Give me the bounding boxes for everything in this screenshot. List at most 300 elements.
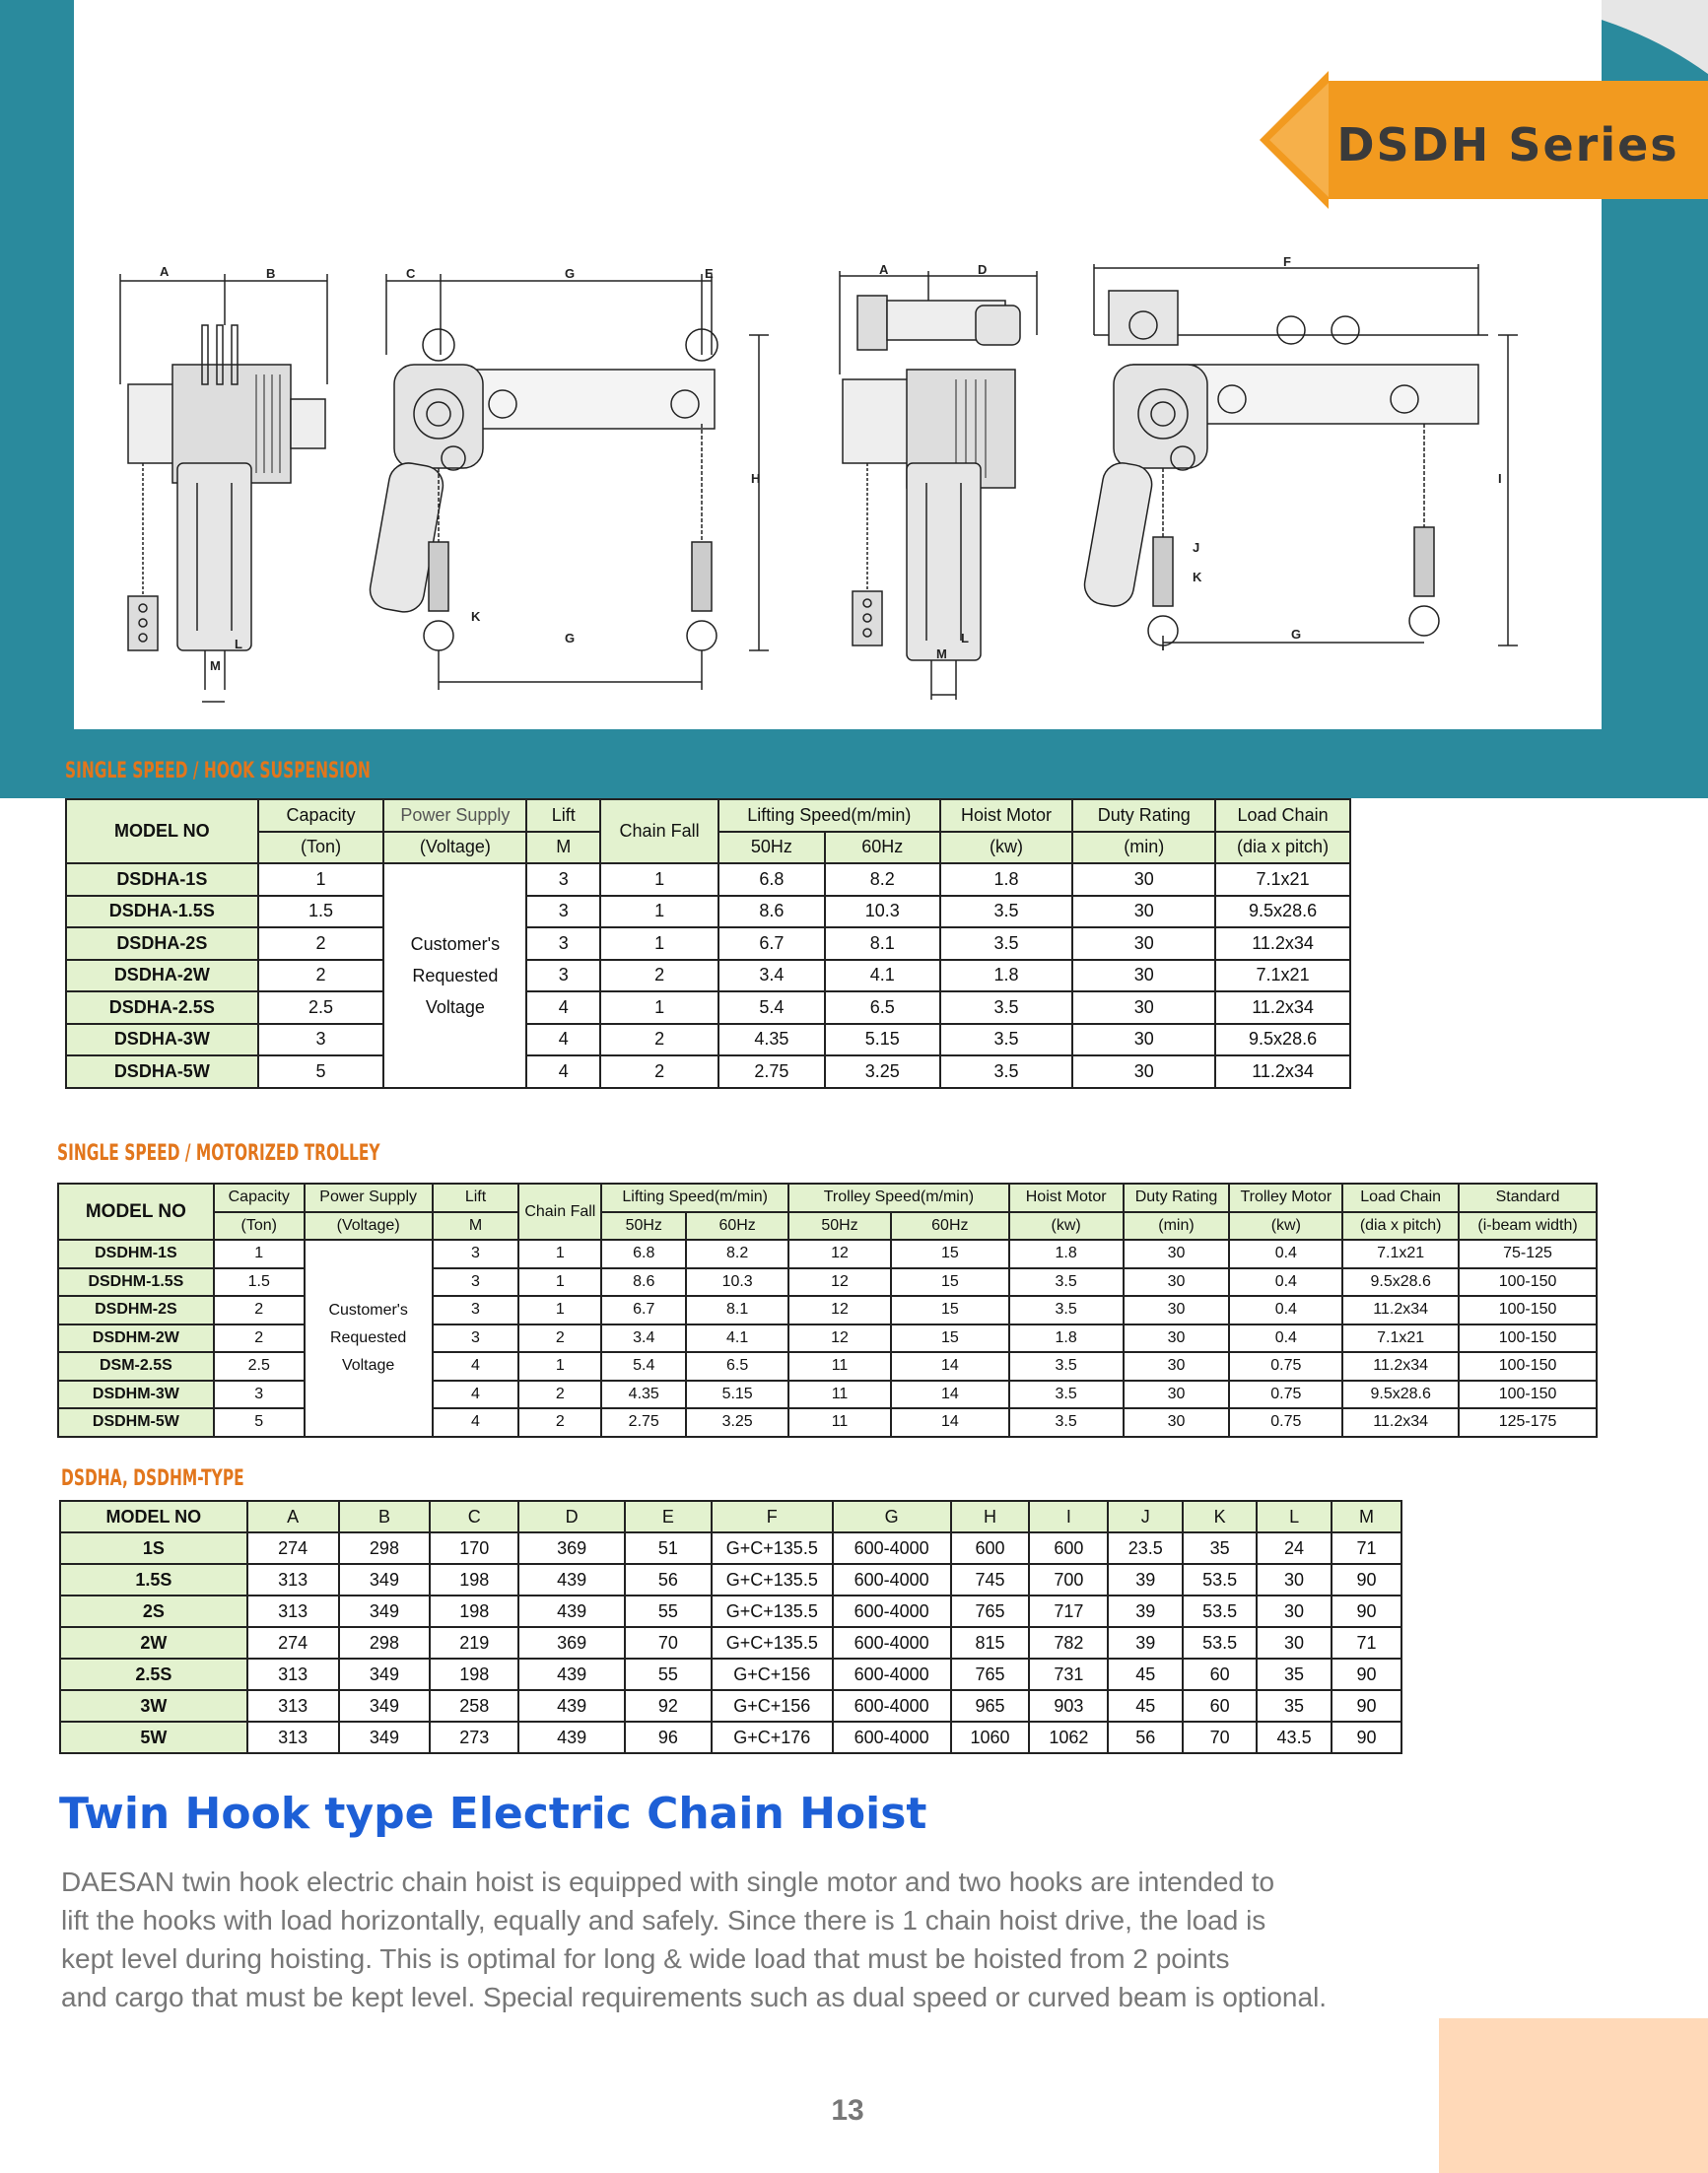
dim-label-k2: K <box>1193 570 1202 584</box>
table-cell: 0.4 <box>1229 1324 1342 1353</box>
table-cell: 439 <box>518 1722 625 1753</box>
table-cell: 3 <box>526 896 600 928</box>
model-cell: DSDHA-1S <box>66 863 258 896</box>
table-cell: 8.1 <box>686 1296 788 1324</box>
table-cell: 100-150 <box>1459 1268 1597 1297</box>
table-cell: 717 <box>1029 1596 1108 1627</box>
table-cell: 274 <box>247 1627 339 1659</box>
header-trolley-50hz: 50Hz <box>788 1212 891 1241</box>
power-supply-line: Customer's <box>410 933 501 954</box>
table-cell: 7.1x21 <box>1342 1324 1459 1353</box>
model-cell: DSDHM-3W <box>58 1381 214 1409</box>
dim-label-l1: L <box>235 637 242 651</box>
header-power-unit: (Voltage) <box>305 1212 433 1241</box>
table-cell: 3 <box>433 1296 519 1324</box>
header-hoist-motor: Hoist Motor <box>940 799 1073 832</box>
table-cell: 60 <box>1183 1659 1257 1690</box>
table-cell: 6.5 <box>825 991 940 1024</box>
table-cell: 100-150 <box>1459 1296 1597 1324</box>
table-cell: 2 <box>258 960 384 992</box>
dim-label-a2: A <box>879 262 889 277</box>
model-cell: DSDHM-2S <box>58 1296 214 1324</box>
table-cell: 313 <box>247 1659 339 1690</box>
table-cell: 2.75 <box>718 1055 825 1088</box>
header-trolley-motor-unit: (kw) <box>1229 1212 1342 1241</box>
table-cell: 3 <box>214 1381 305 1409</box>
table-row <box>58 1352 1597 1381</box>
model-cell: DSDHM-1S <box>58 1240 214 1268</box>
table-cell: 7.1x21 <box>1215 863 1350 896</box>
table-cell: 1.5 <box>214 1268 305 1297</box>
table-row <box>58 1408 1597 1437</box>
table-cell: 2.5 <box>214 1352 305 1381</box>
table-row <box>60 1532 1401 1564</box>
header-load-chain: Load Chain <box>1342 1184 1459 1212</box>
header-cell: F <box>712 1501 833 1532</box>
table-cell: 30 <box>1072 1055 1215 1088</box>
table-cell: 4 <box>433 1408 519 1437</box>
table-cell: G+C+156 <box>712 1690 833 1722</box>
table-cell: 1 <box>518 1296 601 1324</box>
table-row <box>66 896 1350 928</box>
table-cell: 6.7 <box>601 1296 686 1324</box>
header-capacity-unit: (Ton) <box>258 832 384 864</box>
dim-label-a1: A <box>160 264 170 279</box>
header-trolley-speed: Trolley Speed(m/min) <box>788 1184 1009 1212</box>
table-dimensions <box>59 1500 1402 1754</box>
power-supply-line: Voltage <box>341 1356 395 1374</box>
header-cell: MODEL NO <box>60 1501 247 1532</box>
table-cell: 700 <box>1029 1564 1108 1596</box>
header-load-chain-unit: (dia x pitch) <box>1215 832 1350 864</box>
table-cell: 1.5 <box>258 896 384 928</box>
table-cell: 9.5x28.6 <box>1215 896 1350 928</box>
table-row <box>58 1296 1597 1324</box>
header-power: Power Supply <box>383 799 526 832</box>
table-cell: 3 <box>526 960 600 992</box>
table-cell: 4 <box>433 1381 519 1409</box>
table-cell: 3 <box>433 1268 519 1297</box>
table-dimensions-header <box>60 1501 1401 1532</box>
table-cell: 349 <box>339 1596 431 1627</box>
table-cell: 70 <box>1183 1722 1257 1753</box>
table-cell: 0.4 <box>1229 1268 1342 1297</box>
table-cell: 11 <box>788 1352 891 1381</box>
table-cell: 313 <box>247 1722 339 1753</box>
table-cell: 30 <box>1257 1564 1332 1596</box>
table-cell: 4.35 <box>601 1381 686 1409</box>
power-supply-line: Requested <box>412 965 499 985</box>
table-row <box>60 1596 1401 1627</box>
table-cell: 3.4 <box>718 960 825 992</box>
table-cell: 600-4000 <box>833 1532 951 1564</box>
table-cell: 2 <box>214 1324 305 1353</box>
table-cell: 198 <box>430 1659 518 1690</box>
table-cell: 600-4000 <box>833 1659 951 1690</box>
table-cell: 14 <box>891 1381 1009 1409</box>
page-number: 13 <box>831 2094 864 2127</box>
table-cell: 0.75 <box>1229 1408 1342 1437</box>
header-cell: C <box>430 1501 518 1532</box>
table-cell: 600-4000 <box>833 1627 951 1659</box>
model-cell: DSDHM-2W <box>58 1324 214 1353</box>
table-cell: 600-4000 <box>833 1722 951 1753</box>
table-cell: 100-150 <box>1459 1352 1597 1381</box>
model-cell: DSDHA-3W <box>66 1024 258 1056</box>
header-capacity: Capacity <box>258 799 384 832</box>
table-cell: G+C+135.5 <box>712 1627 833 1659</box>
table-cell: 2 <box>518 1324 601 1353</box>
table-cell: 3.4 <box>601 1324 686 1353</box>
model-cell: 3W <box>60 1690 247 1722</box>
table-cell: 600-4000 <box>833 1596 951 1627</box>
table-row <box>60 1690 1401 1722</box>
power-supply-line: Customer's <box>328 1301 408 1319</box>
drawing-front-view-trolley <box>840 271 1037 700</box>
table-cell: 0.4 <box>1229 1240 1342 1268</box>
header-hoist-motor-unit: (kw) <box>940 832 1073 864</box>
table-cell: 1060 <box>951 1722 1030 1753</box>
table-hook-suspension <box>65 798 1351 1089</box>
table-cell: 3 <box>433 1324 519 1353</box>
table-cell: 10.3 <box>686 1268 788 1297</box>
table-cell: 30 <box>1124 1240 1230 1268</box>
table-dimensions-body <box>60 1532 1401 1753</box>
table-cell: 10.3 <box>825 896 940 928</box>
table-cell: 3 <box>526 927 600 960</box>
table-cell: 43.5 <box>1257 1722 1332 1753</box>
table-cell: 12 <box>788 1324 891 1353</box>
table-cell: 39 <box>1108 1564 1183 1596</box>
table-cell: 11 <box>788 1408 891 1437</box>
dim-label-l2: L <box>961 631 969 645</box>
table-cell: 298 <box>339 1627 431 1659</box>
table-cell: 30 <box>1124 1352 1230 1381</box>
model-cell: DSDHA-2W <box>66 960 258 992</box>
article-line: and cargo that must be kept level. Special requirements such as dual speed or curved beam is optional. <box>61 1982 1328 2012</box>
table-cell: 731 <box>1029 1659 1108 1690</box>
header-cell: G <box>833 1501 951 1532</box>
table-cell: 439 <box>518 1564 625 1596</box>
header-hoist-motor: Hoist Motor <box>1009 1184 1124 1212</box>
header-cell: E <box>625 1501 712 1532</box>
table-row <box>60 1722 1401 1753</box>
table-cell: 1 <box>518 1268 601 1297</box>
table-cell: 2 <box>258 927 384 960</box>
table-cell: 55 <box>625 1596 712 1627</box>
header-trolley-60hz: 60Hz <box>891 1212 1009 1241</box>
table-cell: 12 <box>788 1268 891 1297</box>
table-cell: 349 <box>339 1564 431 1596</box>
table-cell: 56 <box>625 1564 712 1596</box>
table-cell: 349 <box>339 1659 431 1690</box>
table-cell: 5 <box>258 1055 384 1088</box>
table-cell: 30 <box>1124 1324 1230 1353</box>
header-power: Power Supply <box>305 1184 433 1212</box>
table-hook-suspension-body <box>66 863 1350 1088</box>
table-cell: 765 <box>951 1596 1030 1627</box>
table-cell: 2.5 <box>258 991 384 1024</box>
table-cell: 439 <box>518 1690 625 1722</box>
hoist-dimension-drawings <box>108 254 1537 673</box>
table-cell: 3.5 <box>1009 1296 1124 1324</box>
header-cell: A <box>247 1501 339 1532</box>
table-cell: 369 <box>518 1627 625 1659</box>
table-motorized-trolley-body <box>58 1240 1597 1437</box>
table-cell: 815 <box>951 1627 1030 1659</box>
table-cell: 258 <box>430 1690 518 1722</box>
table-cell: 1 <box>518 1240 601 1268</box>
header-trolley-motor: Trolley Motor <box>1229 1184 1342 1212</box>
table-cell: 3.5 <box>940 1055 1073 1088</box>
dim-label-e: E <box>705 266 714 281</box>
table-cell: 30 <box>1072 1024 1215 1056</box>
table-cell: 6.7 <box>718 927 825 960</box>
model-cell: 2.5S <box>60 1659 247 1690</box>
model-cell: 2S <box>60 1596 247 1627</box>
table-cell: 11.2x34 <box>1342 1408 1459 1437</box>
dim-label-h: H <box>751 471 761 486</box>
dim-label-g2: G <box>565 631 576 645</box>
table-cell: 349 <box>339 1722 431 1753</box>
model-cell: DSDHA-5W <box>66 1055 258 1088</box>
table-cell: 1 <box>600 896 718 928</box>
table-cell: G+C+176 <box>712 1722 833 1753</box>
header-lift-unit: M <box>526 832 600 864</box>
table-cell: 45 <box>1108 1690 1183 1722</box>
table-cell: 53.5 <box>1183 1627 1257 1659</box>
table-cell: 6.8 <box>718 863 825 896</box>
table-cell: 8.1 <box>825 927 940 960</box>
table-cell: 4.1 <box>686 1324 788 1353</box>
table-cell: 12 <box>788 1296 891 1324</box>
header-cell: D <box>518 1501 625 1532</box>
section-title-motorized-trolley: SINGLE SPEED / MOTORIZED TROLLEY <box>57 1141 380 1166</box>
table-cell: 313 <box>247 1596 339 1627</box>
table-cell: 5.4 <box>601 1352 686 1381</box>
table-cell: 30 <box>1124 1296 1230 1324</box>
table-cell: 198 <box>430 1564 518 1596</box>
table-cell: 1062 <box>1029 1722 1108 1753</box>
table-cell: 30 <box>1072 991 1215 1024</box>
table-cell: 23.5 <box>1108 1532 1183 1564</box>
dim-label-f: F <box>1283 254 1291 269</box>
table-cell: 30 <box>1257 1596 1332 1627</box>
table-cell: 8.2 <box>825 863 940 896</box>
table-cell: 2 <box>518 1381 601 1409</box>
model-cell: DSDHA-2.5S <box>66 991 258 1024</box>
table-cell: 39 <box>1108 1596 1183 1627</box>
header-lifting-speed: Lifting Speed(m/min) <box>718 799 940 832</box>
table-cell: 11.2x34 <box>1215 1055 1350 1088</box>
table-row <box>60 1659 1401 1690</box>
table-motorized-trolley <box>57 1183 1598 1438</box>
table-cell: 1.8 <box>940 960 1073 992</box>
table-cell: G+C+135.5 <box>712 1564 833 1596</box>
table-cell: 100-150 <box>1459 1324 1597 1353</box>
table-cell: 8.2 <box>686 1240 788 1268</box>
table-cell: 4 <box>526 991 600 1024</box>
table-cell: 3.25 <box>825 1055 940 1088</box>
table-cell: 1 <box>600 863 718 896</box>
model-cell: 5W <box>60 1722 247 1753</box>
table-cell: 14 <box>891 1352 1009 1381</box>
table-cell: 24 <box>1257 1532 1332 1564</box>
table-cell: 4 <box>433 1352 519 1381</box>
table-cell: 6.8 <box>601 1240 686 1268</box>
table-cell: 3.25 <box>686 1408 788 1437</box>
model-cell: DSM-2.5S <box>58 1352 214 1381</box>
header-hoist-motor-unit: (kw) <box>1009 1212 1124 1241</box>
table-cell: 9.5x28.6 <box>1342 1381 1459 1409</box>
header-capacity-unit: (Ton) <box>214 1212 305 1241</box>
header-lifting-speed: Lifting Speed(m/min) <box>601 1184 788 1212</box>
table-row <box>58 1240 1597 1268</box>
model-cell: DSDHA-2S <box>66 927 258 960</box>
table-cell: 765 <box>951 1659 1030 1690</box>
table-row <box>60 1627 1401 1659</box>
header-model: MODEL NO <box>58 1184 214 1240</box>
table-cell: 39 <box>1108 1627 1183 1659</box>
header-load-chain-unit: (dia x pitch) <box>1342 1212 1459 1241</box>
table-cell: 15 <box>891 1324 1009 1353</box>
table-cell: 369 <box>518 1532 625 1564</box>
table-row <box>60 1564 1401 1596</box>
table-cell: 1 <box>214 1240 305 1268</box>
table-cell: G+C+135.5 <box>712 1596 833 1627</box>
header-cell: H <box>951 1501 1030 1532</box>
header-cell: J <box>1108 1501 1183 1532</box>
model-cell: 2W <box>60 1627 247 1659</box>
dim-label-d: D <box>978 262 988 277</box>
table-cell: 90 <box>1332 1659 1401 1690</box>
table-cell: 15 <box>891 1240 1009 1268</box>
table-cell: 100-150 <box>1459 1381 1597 1409</box>
power-supply-cell <box>383 863 526 1088</box>
table-cell: 75-125 <box>1459 1240 1597 1268</box>
dim-label-g1: G <box>565 266 576 281</box>
table-row <box>58 1268 1597 1297</box>
header-cell: K <box>1183 1501 1257 1532</box>
table-cell: 45 <box>1108 1659 1183 1690</box>
header-60hz: 60Hz <box>825 832 940 864</box>
table-cell: 92 <box>625 1690 712 1722</box>
table-cell: 0.75 <box>1229 1352 1342 1381</box>
table-cell: 219 <box>430 1627 518 1659</box>
table-cell: 11.2x34 <box>1215 927 1350 960</box>
table-cell: 3.5 <box>940 927 1073 960</box>
table-cell: 600 <box>951 1532 1030 1564</box>
model-cell: 1S <box>60 1532 247 1564</box>
model-cell: DSDHM-5W <box>58 1408 214 1437</box>
table-cell: 0.4 <box>1229 1296 1342 1324</box>
table-cell: 30 <box>1124 1381 1230 1409</box>
table-cell: 30 <box>1072 960 1215 992</box>
header-model: MODEL NO <box>66 799 258 863</box>
table-row <box>66 1055 1350 1088</box>
dim-label-m1: M <box>210 658 221 673</box>
table-cell: 1 <box>258 863 384 896</box>
table-row <box>66 927 1350 960</box>
model-cell: 1.5S <box>60 1564 247 1596</box>
table-cell: 11 <box>788 1381 891 1409</box>
header-duty: Duty Rating <box>1124 1184 1230 1212</box>
header-50hz: 50Hz <box>718 832 825 864</box>
table-cell: 35 <box>1183 1532 1257 1564</box>
table-cell: 313 <box>247 1564 339 1596</box>
table-cell: 2 <box>214 1296 305 1324</box>
drawing-side-view-hook <box>367 274 769 690</box>
header-cell: L <box>1257 1501 1332 1532</box>
table-cell: 600-4000 <box>833 1564 951 1596</box>
header-cell: M <box>1332 1501 1401 1532</box>
table-cell: 11.2x34 <box>1342 1352 1459 1381</box>
table-cell: 745 <box>951 1564 1030 1596</box>
header-lifting-50hz: 50Hz <box>601 1212 686 1241</box>
table-cell: 30 <box>1124 1268 1230 1297</box>
article-line: DAESAN twin hook electric chain hoist is equipped with single motor and two hooks are intended to <box>61 1867 1275 1897</box>
table-cell: 90 <box>1332 1596 1401 1627</box>
table-cell: 3.5 <box>1009 1352 1124 1381</box>
header-chain-fall: Chain Fall <box>600 799 718 863</box>
table-cell: 439 <box>518 1596 625 1627</box>
table-row <box>66 991 1350 1024</box>
table-cell: 7.1x21 <box>1215 960 1350 992</box>
series-title: DSDH Series <box>1336 118 1679 171</box>
table-cell: G+C+135.5 <box>712 1532 833 1564</box>
table-cell: 15 <box>891 1296 1009 1324</box>
header-capacity: Capacity <box>214 1184 305 1212</box>
table-cell: 600 <box>1029 1532 1108 1564</box>
table-cell: 1.8 <box>1009 1240 1124 1268</box>
table-cell: 7.1x21 <box>1342 1240 1459 1268</box>
table-cell: 35 <box>1257 1659 1332 1690</box>
table-cell: 60 <box>1183 1690 1257 1722</box>
table-cell: 71 <box>1332 1627 1401 1659</box>
article-line: kept level during hoisting. This is optimal for long & wide load that must be hoisted from 2 points <box>61 1943 1230 1974</box>
table-cell: 70 <box>625 1627 712 1659</box>
table-cell: 90 <box>1332 1722 1401 1753</box>
drawing-front-view-hook <box>120 274 327 702</box>
table-cell: 11.2x34 <box>1215 991 1350 1024</box>
table-cell: 35 <box>1257 1690 1332 1722</box>
header-lift: Lift <box>526 799 600 832</box>
table-cell: 5.15 <box>825 1024 940 1056</box>
table-cell: 198 <box>430 1596 518 1627</box>
table-cell: 12 <box>788 1240 891 1268</box>
header-duty-unit: (min) <box>1072 832 1215 864</box>
header-standard-unit: (i-beam width) <box>1459 1212 1597 1241</box>
table-cell: 965 <box>951 1690 1030 1722</box>
table-cell: 30 <box>1124 1408 1230 1437</box>
header-standard: Standard <box>1459 1184 1597 1212</box>
table-cell: 0.75 <box>1229 1381 1342 1409</box>
table-cell: 30 <box>1072 863 1215 896</box>
table-cell: 600-4000 <box>833 1690 951 1722</box>
table-cell: 782 <box>1029 1627 1108 1659</box>
table-cell: 1 <box>600 927 718 960</box>
table-cell: 170 <box>430 1532 518 1564</box>
table-cell: 349 <box>339 1690 431 1722</box>
section-title-hook-suspension: SINGLE SPEED / HOOK SUSPENSION <box>65 759 371 783</box>
dim-label-b: B <box>266 266 276 281</box>
header-cell: I <box>1029 1501 1108 1532</box>
table-cell: 51 <box>625 1532 712 1564</box>
table-cell: 5.4 <box>718 991 825 1024</box>
table-cell: 2 <box>600 960 718 992</box>
table-cell: 53.5 <box>1183 1596 1257 1627</box>
table-cell: 8.6 <box>718 896 825 928</box>
